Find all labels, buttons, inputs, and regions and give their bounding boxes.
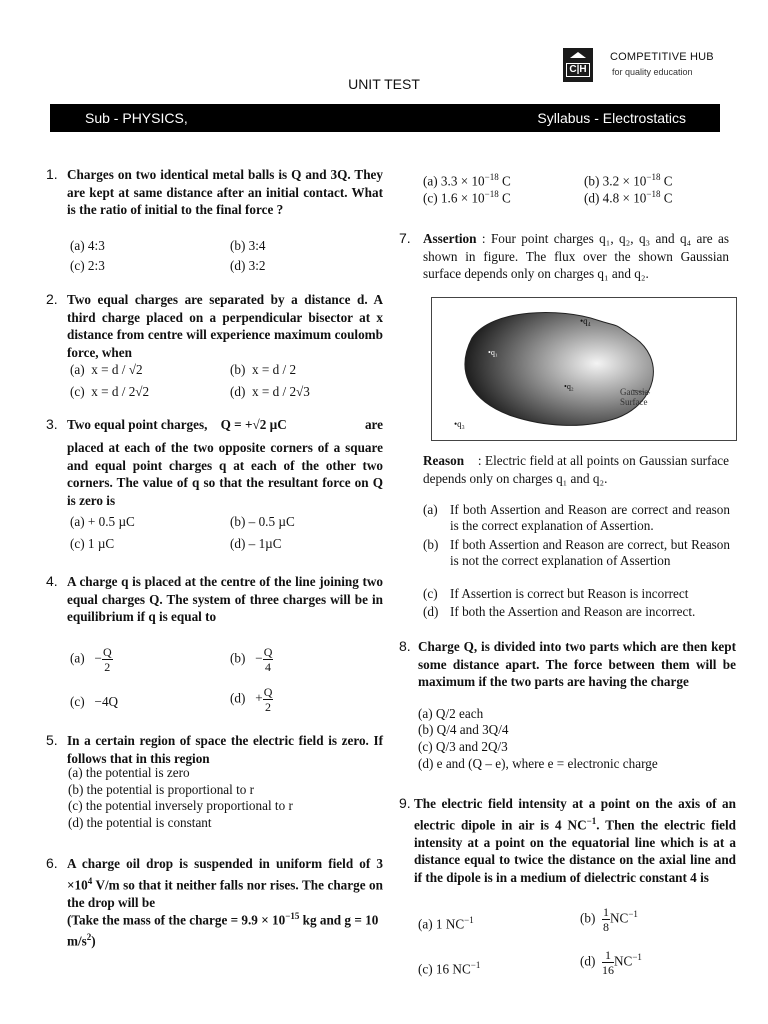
q2-option-d (230, 384, 310, 400)
q2-b-value: x = d / 2 (251, 362, 297, 377)
q6-a-unit: C (498, 173, 511, 189)
q8-text: Charge Q, is divided into two parts which are then kept some distance apart. The force between them will be maximum if the two parts are having the charge (418, 639, 736, 690)
q4-b-denominator: 4 (265, 660, 272, 674)
q9-option-b (580, 905, 638, 934)
q4-b-numerator: Q (263, 645, 273, 659)
q9-text-part2: . Then the electric field intensity at a point on the equatorial line which is at a distance equal to twice the distance on the axial line and if the dipole is in a medium of dielectric constant 4 is (414, 816, 736, 885)
q3-tail: are (364, 417, 383, 432)
q2-a-label: (a) (70, 362, 85, 377)
charge-q2: •q₂ (564, 382, 574, 391)
gaussian-surface-shape (465, 313, 653, 426)
q1-option-c: (c) 2:3 (70, 258, 105, 273)
q3-number: 3. (46, 416, 58, 432)
subject-label: Sub - PHYSICS, (85, 110, 188, 126)
q2-c-value: x = d / 2√2 (91, 384, 150, 399)
q9-c-text: (c) 16 NC (418, 961, 471, 977)
q6-exp1: 4 (87, 875, 93, 886)
q6-given-part1: (Take the mass of the charge = 9.9 × 10 (67, 912, 286, 928)
q9-text (414, 795, 736, 886)
q6-text-part1: A charge oil drop is suspended in uniform field of 3 ×10 (67, 856, 383, 892)
q7-a-label: (a) (423, 502, 438, 517)
q2-d-label: (d) (230, 384, 246, 399)
q9-d-unit: NC (613, 953, 633, 969)
surface-label-1: Gaussia (620, 387, 649, 397)
q4-d-label: (d) (230, 690, 246, 706)
q2-d-value: x = d / 2√3 (251, 384, 310, 399)
q1-option-b: (b) 3:4 (230, 238, 266, 253)
q3-text: placed at each of the two opposite corners of a square and equal point charges q at each of the other two corners. The value of q so that the resultant force on Q is zero is (67, 440, 383, 508)
charge-q4: •q₄ (580, 316, 591, 326)
q9-b-unit: NC (609, 910, 629, 926)
q2-c-label: (c) (70, 384, 85, 399)
q9-b-exp: −1 (628, 909, 638, 920)
q2-option-c (70, 384, 149, 400)
q4-c-label: (c) (70, 694, 85, 709)
q3-option-d: (d) – 1µC (230, 536, 282, 551)
q9-option-d (580, 948, 642, 977)
q6-a-text: (a) 3.3 × 10 (423, 173, 485, 189)
brand-tagline: for quality education (612, 67, 693, 77)
q3-option-a: (a) + 0.5 µC (70, 514, 135, 529)
q3-option-c: (c) 1 µC (70, 536, 115, 551)
q2-option-b (230, 362, 296, 378)
q7-number: 7. (399, 230, 411, 246)
q9-a-text: (a) 1 NC (418, 916, 465, 932)
q5-option-d: (d) the potential is constant (68, 815, 212, 830)
q2-number: 2. (46, 291, 58, 307)
q4-b-label: (b) (230, 650, 246, 666)
q9-c-exp: −1 (470, 960, 481, 970)
q8-option-b: (b) Q/4 and 3Q/4 (418, 722, 509, 737)
charge-q1: •q₁ (488, 348, 498, 357)
q6-given-part3: ) (91, 933, 96, 949)
q8-option-d: (d) e and (Q – e), where e = electronic charge (418, 756, 658, 771)
q8-number: 8. (399, 638, 411, 654)
q9-b-denominator: 8 (602, 920, 609, 934)
q7-c-label: (c) (423, 586, 438, 601)
q6-c-exp: −18 (484, 189, 499, 199)
surface-label-2: Surface (620, 397, 648, 407)
q2-option-a (70, 362, 143, 378)
q7-reason (423, 452, 729, 487)
q6-c-unit: C (498, 190, 511, 206)
q2-b-label: (b) (230, 362, 246, 377)
q9-option-a (418, 915, 474, 932)
q6-d-exp: −18 (646, 189, 661, 199)
q6-number: 6. (46, 855, 58, 871)
q7-d-label: (d) (423, 604, 439, 619)
q7-option-c: If Assertion is correct but Reason is incorrect (450, 586, 689, 601)
q4-option-b (230, 645, 273, 674)
q1-number: 1. (46, 166, 58, 182)
q9-d-denominator: 16 (601, 963, 614, 977)
q4-c-value: −4Q (94, 694, 119, 709)
page-title: UNIT TEST (348, 76, 420, 92)
q3-option-b: (b) – 0.5 µC (230, 514, 295, 529)
q6-d-text: (d) 4.8 × 10 (584, 190, 647, 206)
subject-bar (50, 104, 720, 132)
q6-b-unit: C (660, 173, 673, 189)
q1-option-a: (a) 4:3 (70, 238, 105, 253)
q6-text (67, 855, 383, 911)
q5-option-b: (b) the potential is proportional to r (68, 782, 255, 797)
syllabus-label: Syllabus - Electrostatics (537, 110, 686, 126)
q4-a-denominator: 2 (104, 660, 111, 674)
brand-name: COMPETITIVE HUB (610, 51, 714, 63)
q7-b-label: (b) (423, 537, 439, 552)
q2-a-value: x = d / √2 (91, 362, 143, 377)
q7-option-b: If both Assertion and Reason are correct, but Reason is not the correct explanation of Assertion (450, 537, 730, 568)
q4-a-sign: − (94, 650, 102, 666)
q9-d-numerator: 1 (602, 948, 614, 963)
q9-text-part1: The electric field intensity at a point on the axis of an electric dipole in air is 4 NC (414, 796, 736, 832)
q4-a-label: (a) (70, 650, 85, 666)
q6-option-b (584, 172, 673, 189)
q7-assertion-text: : Four point charges q₁, q₂, q₃ and q₄ are as shown in figure. The flux over the shown Gaussian surface depends only on charges q₁ and q₂. (423, 231, 730, 282)
q6-option-c (423, 189, 511, 206)
q3-lead: Two equal point charges, (67, 417, 208, 432)
q5-text: In a certain region of space the electric field is zero. If follows that in this region (67, 733, 383, 766)
q1-text: Charges on two identical metal balls is Q and 3Q. They are kept at same distance after an initial contact. What is the ratio of initial to the final force ? (67, 167, 383, 218)
q3-equation: Q = +√2 µC (220, 417, 287, 432)
q7-option-d: If both the Assertion and Reason are incorrect. (450, 604, 696, 619)
q4-d-sign: + (255, 690, 263, 706)
q3-lead-line (67, 416, 383, 434)
graduation-cap-icon (570, 52, 586, 58)
q7-reason-label: Reason (423, 453, 465, 468)
q4-option-d (230, 685, 273, 714)
q7-option-a: If both Assertion and Reason are correct and reason is the correct explanation of Assertion. (450, 502, 730, 533)
q4-option-c (70, 694, 118, 710)
q9-d-label: (d) (580, 953, 596, 969)
q6-given (67, 908, 387, 950)
q7-assertion (423, 230, 729, 283)
q4-a-numerator: Q (102, 645, 112, 659)
q9-b-label: (b) (580, 910, 596, 926)
q6-option-a (423, 172, 511, 189)
q4-d-denominator: 2 (265, 700, 272, 714)
q6-c-text: (c) 1.6 × 10 (423, 190, 485, 206)
q5-option-a: (a) the potential is zero (68, 765, 190, 780)
q6-b-exp: −18 (646, 172, 661, 182)
q8-option-c: (c) Q/3 and 2Q/3 (418, 739, 508, 754)
charge-q3: •q₃ (454, 419, 465, 429)
q6-exp2: −15 (285, 911, 300, 921)
q2-text: Two equal charges are separated by a distance d. A third charge placed on a perpendicular bisector at x distance from centre will experience maximum coulomb force, when (67, 292, 383, 360)
q6-d-unit: C (660, 190, 673, 206)
q7-reason-text: : Electric field at all points on Gaussian surface depends only on charges q₁ and q₂. (423, 453, 730, 486)
q4-text: A charge q is placed at the centre of the line joining two equal charges Q. The system of three charges will be in equilibrium if q is equal to (67, 574, 383, 625)
q9-b-numerator: 1 (602, 905, 609, 919)
q9-d-exp: −1 (632, 952, 642, 963)
q6-text-part2: V/m so that it neither falls nor rises. The charge on the drop will be (67, 876, 383, 910)
q9-exp1: −1 (586, 815, 597, 826)
q4-d-numerator: Q (263, 685, 273, 699)
q1-option-d: (d) 3:2 (230, 258, 266, 273)
q5-option-c: (c) the potential inversely proportional to r (68, 798, 293, 813)
q9-number: 9. (399, 795, 411, 811)
q4-number: 4. (46, 573, 58, 589)
q9-option-c (418, 960, 480, 977)
q6-exp3: 2 (86, 931, 92, 942)
logo-text: C|H (566, 63, 590, 77)
q6-option-d (584, 189, 673, 206)
q4-b-sign: − (255, 650, 263, 666)
gaussian-surface-figure (431, 297, 737, 441)
q4-option-a (70, 645, 113, 674)
q8-option-a: (a) Q/2 each (418, 706, 484, 721)
q6-a-exp: −18 (484, 172, 499, 182)
q5-number: 5. (46, 732, 58, 748)
q9-a-exp: −1 (464, 915, 474, 925)
q6-given-part2: kg and g = 10 m/s (67, 912, 379, 949)
q7-assertion-label: Assertion (423, 231, 477, 246)
q6-b-text: (b) 3.2 × 10 (584, 173, 647, 189)
